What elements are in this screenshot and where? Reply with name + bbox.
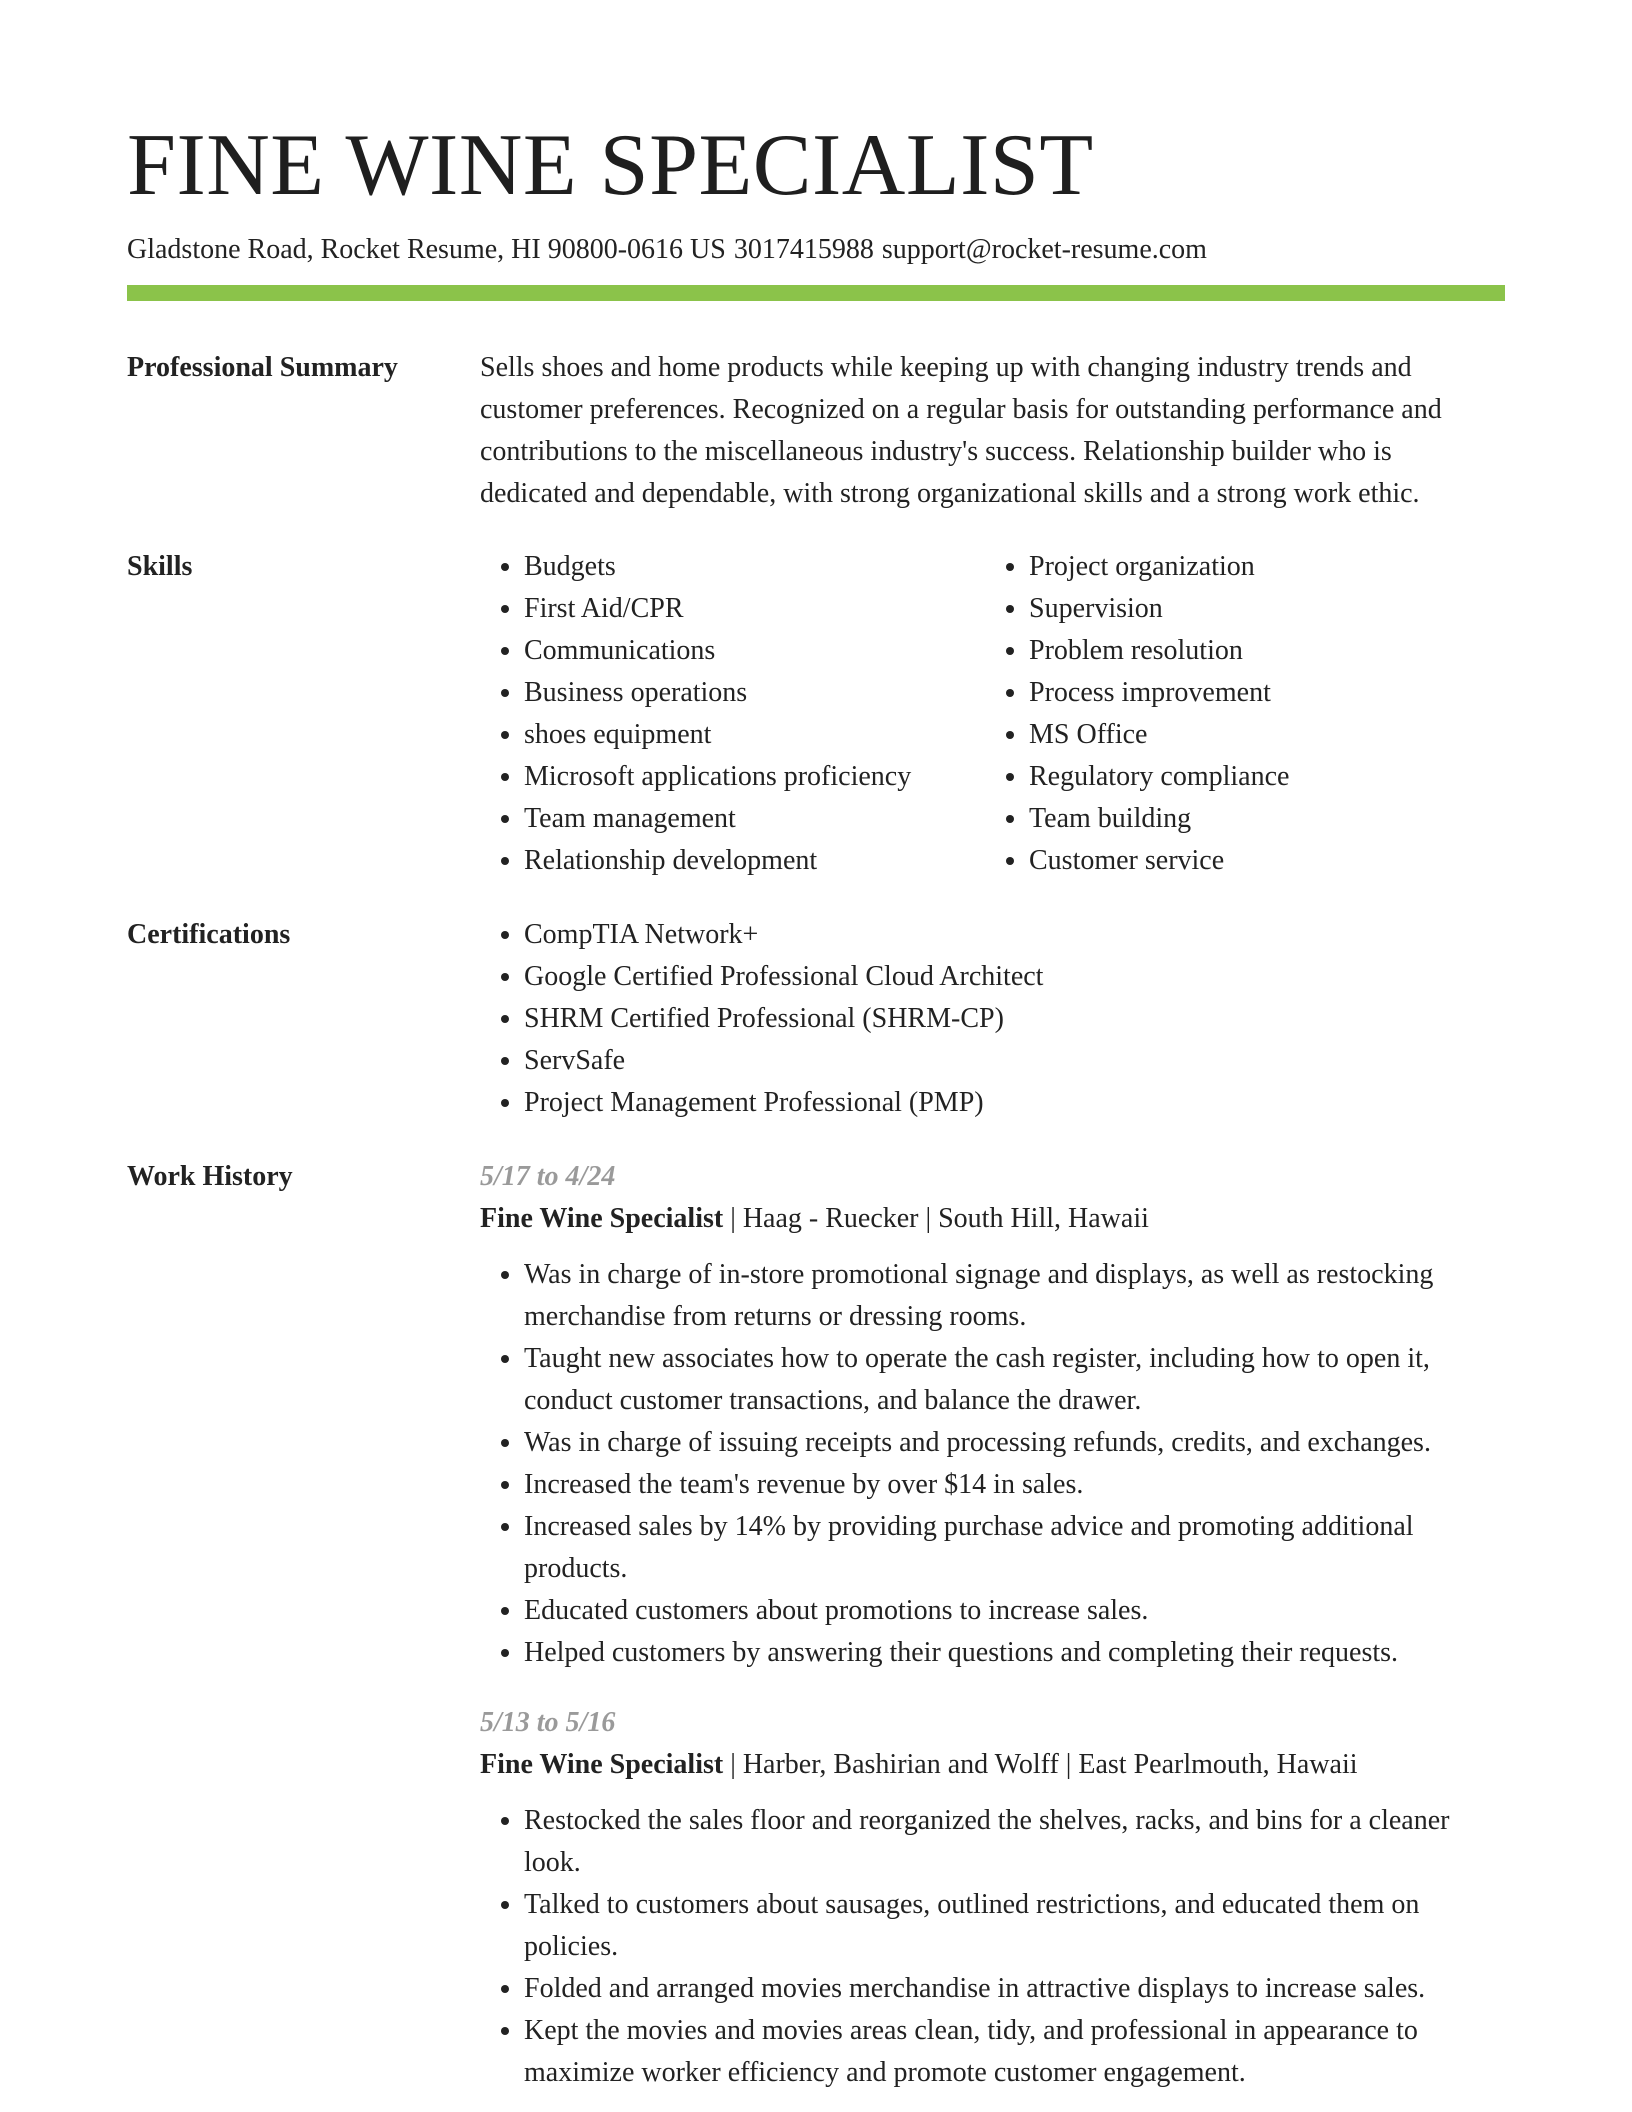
contact-address: Gladstone Road, Rocket Resume, HI 90800-0616 US: [127, 234, 726, 265]
skills-column-right: [985, 546, 1505, 882]
skill-item: • Project organization: [1029, 546, 1505, 588]
job-title: Fine Wine Specialist: [480, 1749, 724, 1780]
certifications-section: [127, 914, 1505, 1129]
job-bullet: • Restocked the sales floor and reorganized the shelves, racks, and bins for a cleaner look.: [524, 1800, 1505, 1884]
skills-columns: [480, 546, 1505, 882]
job-bullet: • Increased the team's revenue by over $14 in sales.: [524, 1464, 1505, 1506]
certification-item: • CompTIA Network+: [524, 914, 1505, 956]
certification-item: • SHRM Certified Professional (SHRM-CP): [524, 998, 1505, 1040]
work-history-label: Work History: [127, 1161, 293, 1192]
skill-item: • shoes equipment: [524, 714, 985, 756]
job-bullet: • Folded and arranged movies merchandise in attractive displays to increase sales.: [524, 1968, 1505, 2010]
contact-line: [127, 230, 1207, 270]
skill-item: • Microsoft applications proficiency: [524, 756, 985, 798]
summary-body: [480, 347, 1505, 515]
certifications-list: [480, 914, 1505, 1124]
skills-body: [480, 546, 1505, 882]
job-bullet: • Kept the movies and movies areas clean, tidy, and professional in appearance to maximize worker efficiency and promote customer engagement.: [524, 2010, 1505, 2094]
skill-item: • Team building: [1029, 798, 1505, 840]
certifications-body: [480, 914, 1505, 1124]
contact-email: support@rocket-resume.com: [881, 234, 1207, 265]
job-employer-location: | Haag - Ruecker | South Hill, Hawaii: [723, 1203, 1149, 1234]
candidate-name: FINE WINE SPECIALIST: [127, 117, 1094, 214]
certifications-label: Certifications: [127, 919, 291, 950]
job-bullets: [480, 1800, 1505, 2094]
job-bullets: [480, 1254, 1505, 1674]
skill-item: • Team management: [524, 798, 985, 840]
skill-item: • Communications: [524, 630, 985, 672]
summary-label: Professional Summary: [127, 352, 398, 383]
accent-divider: [127, 285, 1505, 301]
job-heading: [480, 1198, 1505, 1240]
skill-item: • Budgets: [524, 546, 985, 588]
job-employer-location: | Harber, Bashirian and Wolff | East Pearlmouth, Hawaii: [723, 1749, 1358, 1780]
job-bullet: • Helped customers by answering their questions and completing their requests.: [524, 1632, 1505, 1674]
skill-item: • Regulatory compliance: [1029, 756, 1505, 798]
skill-item: • Process improvement: [1029, 672, 1505, 714]
skills-label: Skills: [127, 551, 193, 582]
job-bullet: • Talked to customers about sausages, outlined restrictions, and educated them on policies.: [524, 1884, 1505, 1968]
certification-item: • ServSafe: [524, 1040, 1505, 1082]
skills-list-right: [985, 546, 1505, 882]
job-dates: 5/17 to 4/24: [480, 1161, 616, 1192]
skill-item: • Supervision: [1029, 588, 1505, 630]
skill-item: • Business operations: [524, 672, 985, 714]
skills-column-left: [480, 546, 985, 882]
job-heading: [480, 1744, 1505, 1786]
certification-item: • Project Management Professional (PMP): [524, 1082, 1505, 1124]
certification-item: • Google Certified Professional Cloud Architect: [524, 956, 1505, 998]
summary-section: [127, 347, 1505, 517]
skill-item: • MS Office: [1029, 714, 1505, 756]
job-bullet: • Was in charge of in-store promotional signage and displays, as well as restocking merchandise from returns or dressing rooms.: [524, 1254, 1505, 1338]
job-bullet: • Educated customers about promotions to increase sales.: [524, 1590, 1505, 1632]
skill-item: • First Aid/CPR: [524, 588, 985, 630]
skills-section: [127, 546, 1505, 886]
skill-item: • Customer service: [1029, 840, 1505, 882]
job-bullet: • Increased sales by 14% by providing purchase advice and promoting additional products.: [524, 1506, 1505, 1590]
job-bullet: • Taught new associates how to operate the cash register, including how to open it, conduct customer transactions, and balance the drawer.: [524, 1338, 1505, 1422]
contact-phone: 3017415988: [733, 234, 874, 265]
job-dates: 5/13 to 5/16: [480, 1707, 616, 1738]
skills-list-left: [480, 546, 985, 882]
job-title: Fine Wine Specialist: [480, 1203, 724, 1234]
summary-text: Sells shoes and home products while keeping up with changing industry trends and customer preferences. Recognized on a regular basis for outstanding performance and contributions to the miscellaneous industry's success. Relationship builder who is dedicated and dependable, with strong organizational skills and a strong work ethic.: [480, 352, 1442, 509]
job-entry: [480, 1702, 1505, 2094]
work-history-section: [127, 1156, 1505, 2096]
skill-item: • Relationship development: [524, 840, 985, 882]
job-entry: [480, 1156, 1505, 1674]
job-bullet: • Was in charge of issuing receipts and processing refunds, credits, and exchanges.: [524, 1422, 1505, 1464]
skill-item: • Problem resolution: [1029, 630, 1505, 672]
